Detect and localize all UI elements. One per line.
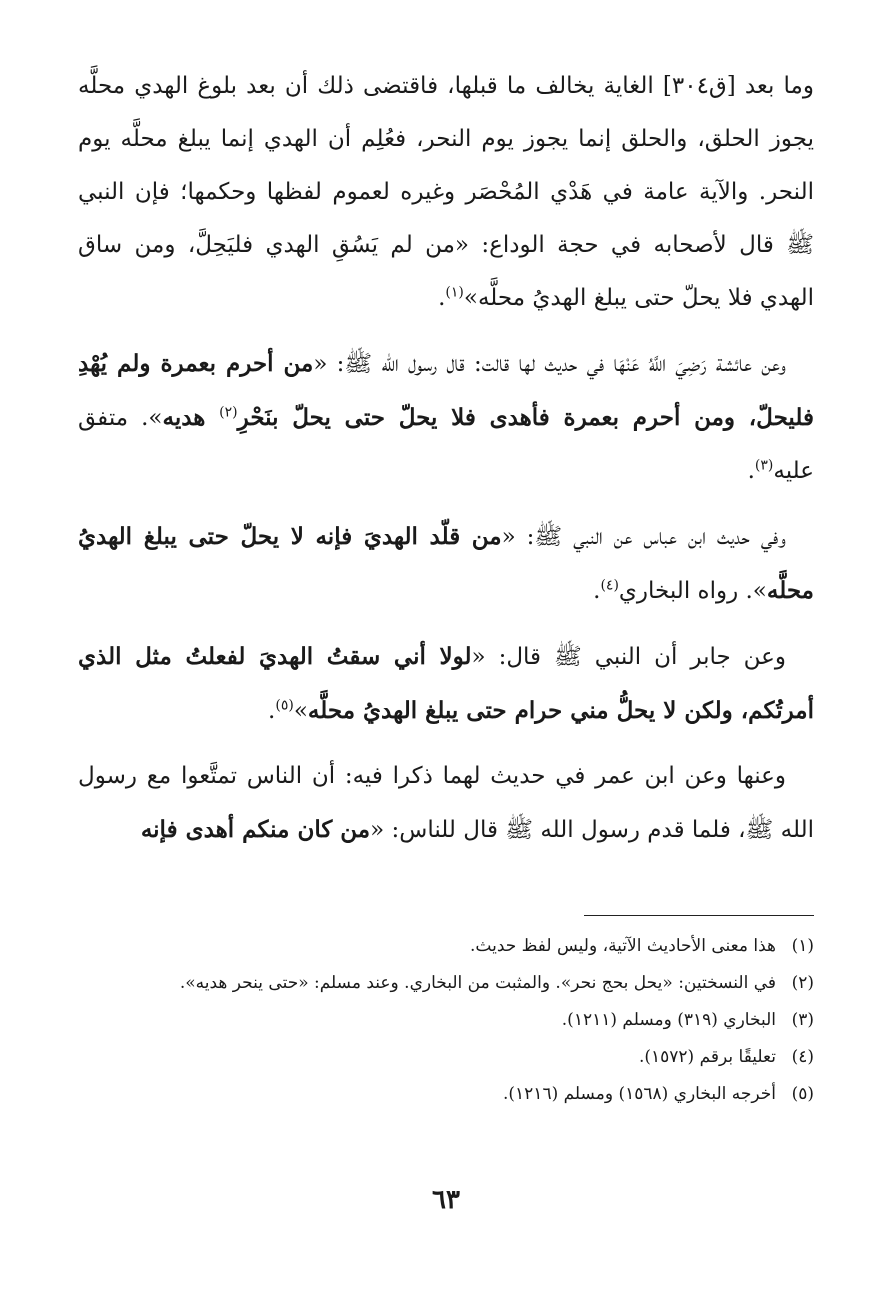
footnote-text: تعليقًا برقم (١٥٧٢). [638, 1047, 776, 1067]
text-segment: وعن جابر أن النبي ﷺ قال: « [471, 644, 786, 670]
body-paragraph [78, 510, 814, 618]
footnote-text: أخرجه البخاري (١٥٦٨) ومسلم (١٢١٦). [503, 1084, 776, 1104]
text-segment: وفي حديث ابن عباس عن النبي ﷺ: « [501, 524, 786, 550]
body-text [78, 60, 814, 857]
footnote-number: (٤) [791, 1047, 814, 1067]
footnote [78, 1002, 814, 1039]
text-segment: وما بعد [ق٣٠٤] الغاية يخالف ما قبلها، فاقتضى ذلك أن بعد بلوغ الهدي محلَّه يجوز الحلق، والحلق إنما يجوز يوم النحر، فعُلِم أن الهدي إنما يبلغ محلَّه يوم النحر. والآية عامة في هَدْي المُحْصَر وغيره لعموم لفظها وحكمها؛ فإن النبي ﷺ قال لأصحابه في حجة الوداع: «من لم يَسُقِ الهدي فليَحِلَّ، ومن ساق الهدي فلا يحلّ حتى يبلغ الهديُ محلَّه» [78, 73, 814, 311]
text-segment: وعنها وعن ابن عمر في حديث لهما ذكرا فيه: أن الناس تمتَّعوا مع رسول الله ﷺ، فلما قدم رسول الله ﷺ قال للناس: « [78, 763, 814, 843]
text-segment: . [268, 698, 276, 724]
footnote-number: (٥) [791, 1084, 814, 1104]
book-page [78, 60, 814, 1290]
body-paragraph [78, 60, 814, 325]
footnote-reference: (٢) [219, 404, 238, 421]
hadith-text: من أحرم بعمرة ولم يُهْدِ فليحلّ، ومن أحرم بعمرة فأهدى فلا يحلّ حتى يحلّ بنَحْرِ [78, 350, 814, 431]
footnote-number: (٢) [791, 973, 814, 993]
footnote [78, 965, 814, 1002]
text-segment: . [593, 578, 601, 604]
footnotes [78, 928, 814, 1113]
hadith-text: هديه [162, 404, 220, 431]
footnote-divider [584, 915, 814, 916]
footnote [78, 928, 814, 965]
footnote-text: البخاري (٣١٩) ومسلم (١٢١١). [561, 1010, 776, 1030]
footnote-reference: (٥) [275, 697, 294, 714]
page-number: ٦٣ [432, 1185, 460, 1215]
hadith-text: من قلّد الهديَ فإنه لا يحلّ حتى يبلغ الهديُ محلَّه [78, 523, 814, 604]
body-paragraph [78, 337, 814, 498]
text-segment: ». متفق عليه [78, 405, 814, 484]
body-paragraph [78, 750, 814, 857]
footnote-number: (٣) [791, 1010, 814, 1030]
footnote-reference: (٤) [600, 577, 619, 594]
footnote-text: هذا معنى الأحاديث الآتية، وليس لفظ حديث. [470, 936, 776, 956]
hadith-text: من كان منكم أهدى فإنه [140, 816, 371, 843]
footnote-reference: (١) [445, 284, 464, 301]
text-segment: » [293, 698, 308, 724]
footnote [78, 1039, 814, 1076]
footnote-text: في النسختين: «يحل بحج نحر». والمثبت من البخاري. وعند مسلم: «حتى ينحر هديه». [179, 973, 776, 993]
body-paragraph [78, 630, 814, 738]
footnote-reference: (٣) [754, 457, 774, 474]
footnote-number: (١) [791, 936, 814, 956]
text-segment: . [747, 458, 755, 484]
footnote [78, 1076, 814, 1113]
text-segment: . [438, 285, 446, 311]
hadith-text: لولا أني سقتُ الهديَ لفعلتُ مثل الذي أمرتُكم، ولكن لا يحلُّ مني حرام حتى يبلغ الهديُ محلَّه [78, 643, 814, 724]
text-segment: وعن عائشة رَضِيَ اللَّهُ عَنْهَا في حديث لها قالت: قال رسول الله ﷺ: « [313, 351, 786, 377]
text-segment: ». رواه البخاري [618, 578, 767, 604]
